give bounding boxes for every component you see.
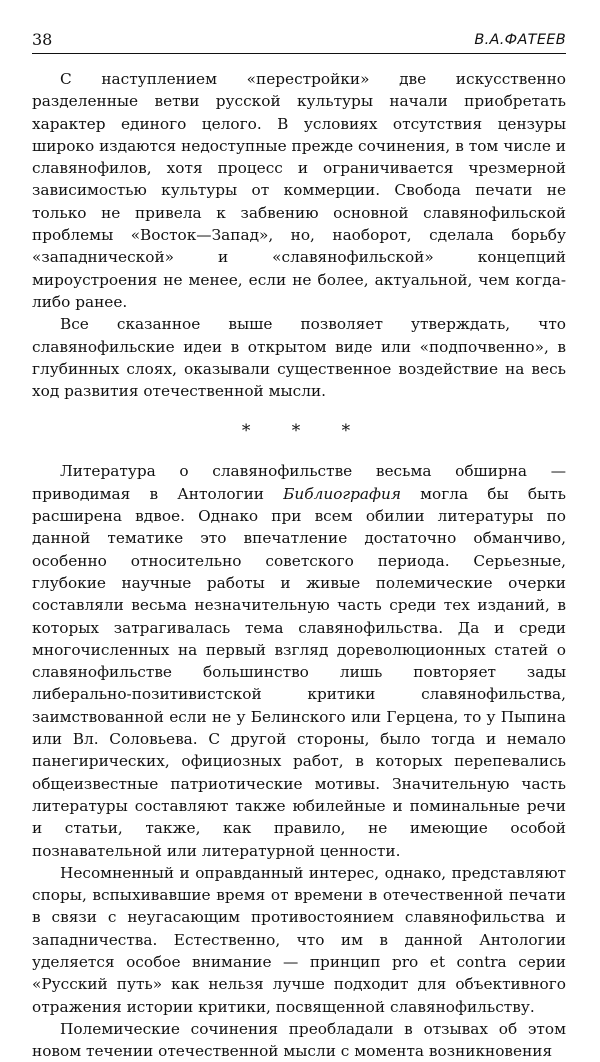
book-page [32,24,566,1062]
paragraph-conclusion: Все сказанное выше позволяет утверждать, что славянофильские идеи в открытом виде или «подпочвенно», в глубинных слоях, оказывали существенное воздействие на весь ход развития отечественной мысли. [32,315,566,401]
running-header [32,24,566,50]
literature-text-end: могла бы быть расширена вдвое. Однако при всем обилии литературы по данной тематике это впечатление достаточно обманчиво, особенно относительно советского периода. Серьезные, глубокие научные работы и живые полемические очерки составляли весьма незначительную часть среди тех изданий, в которых затрагивалась тема славянофильства. Да и среди многочисленных на первый взгляд дореволюционных статей о славянофильстве большинство лишь повторяет зады либерально-позитивистской критики славянофильства, заимствованной если не у Белинского или Герцена, то у Пыпина или Вл. Соловьева. С другой стороны, было тогда и немало панегирических, официозных работ, в которых перепевались общеизвестные патриотические мотивы. Значительную часть литературы составляют также юбилейные и поминальные речи и статьи, также, как правило, не имеющие особой познавательной или литературной ценности. [32,484,566,860]
paragraph-perestroika: С наступлением «перестройки» две искусственно разделенные ветви русской культуры начали приобретать характер единого целого. В условиях отсутствия цензуры широко издаются недоступные прежде сочинения, в том числе и славянофилов, хотя процесс и ограничивается чрезмерной зависимостью культуры от коммерции. Свобода печати не только не привела к забвению основной славянофильской проблемы «Восток—Запад», но, наоборот, сделала борьбу «западнической» и «славянофильской» концепций мироустроения не менее, если не более, актуальной, чем когда-либо ранее. [32,70,566,311]
body-text [32,68,566,1062]
running-title: В.А.ФАТЕЕВ [474,32,566,48]
bibliography-italic: Библиография [283,484,401,503]
paragraph-disputes: Несомненный и оправданный интерес, однако, представляют споры, вспыхивавшие время от времени в отечественной печати в связи с неугасающим противостоянием славянофильства и западничества. Естественно, что им в данной Антологии уделяется особое внимание — принцип pro et contra серии «Русский путь» как нельзя лучше подходит для объективного отражения истории критики, посвященной славянофильству. [32,863,566,1016]
header-rule [32,53,566,54]
page-number: 38 [32,30,53,49]
literature-text-start: Литература о славянофильстве весьма обширна — приводимая в Антологии [32,462,566,503]
paragraph-literature [32,460,566,861]
paragraph-polemics: Полемические сочинения преобладали в отзывах об этом новом течении отечественной мысли с момента возникновения [32,1019,566,1061]
section-separator: * * * [241,421,369,442]
